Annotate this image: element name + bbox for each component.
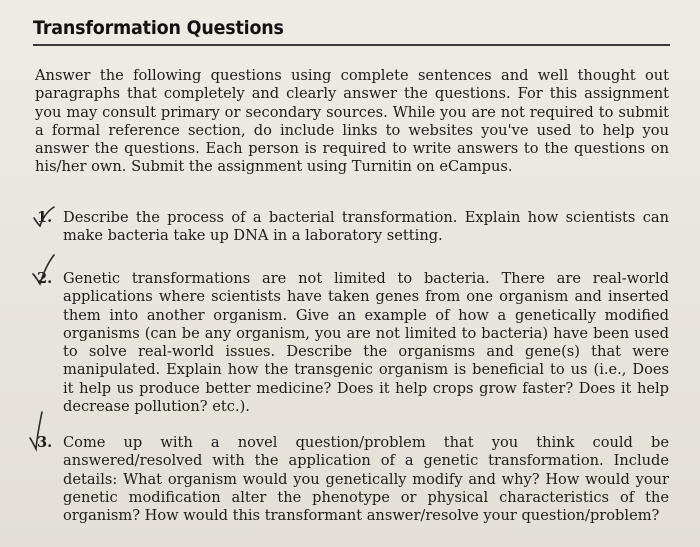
question-number: 3. — [37, 434, 53, 451]
document-header — [33, 16, 670, 40]
title-underline — [33, 44, 670, 46]
question-text: Describe the process of a bacterial transformation. Explain how scientists can make bacteria take up DNA in a laboratory setting. — [63, 209, 669, 245]
question-number: 1. — [37, 209, 53, 226]
question-text: Come up with a novel question/problem that you think could be answered/resolved with the application of a genetic transformation. Include details: What organism would you genetically modify and why? How would your genetic modification alter the phenotype or physical characteristics of the organism? How would this transformant answer/resolve your question/problem? — [63, 434, 669, 525]
instructions-paragraph: Answer the following questions using complete sentences and well thought out paragraphs that completely and clearly answer the questions. For this assignment you may consult primary or secondary sources. While you are not required to submit a formal reference section, do include links to websites you've used to help you answer the questions. Each person is required to write answers to the questions on his/her own. Submit the assignment using Turnitin on eCampus. — [35, 67, 669, 176]
question-item — [37, 434, 669, 525]
question-item — [37, 209, 669, 246]
question-text: Genetic transformations are not limited to bacteria. There are real-world applications where scientists have taken genes from one organism and inserted them into another organism. Give an example of how a genetically modified organisms (can be any organism, you are not limited to bacteria) have been used to solve real-world issues. Describe the organisms and gene(s) that were manipulated. Explain how the transgenic organism is beneficial to us (i.e., Does it help us produce better medicine? Does it help crops grow faster? Does it help decrease pollution? etc.). — [63, 270, 669, 416]
question-number: 2. — [37, 270, 53, 287]
document-title: Transformation Questions — [33, 17, 284, 39]
question-item — [37, 270, 669, 416]
